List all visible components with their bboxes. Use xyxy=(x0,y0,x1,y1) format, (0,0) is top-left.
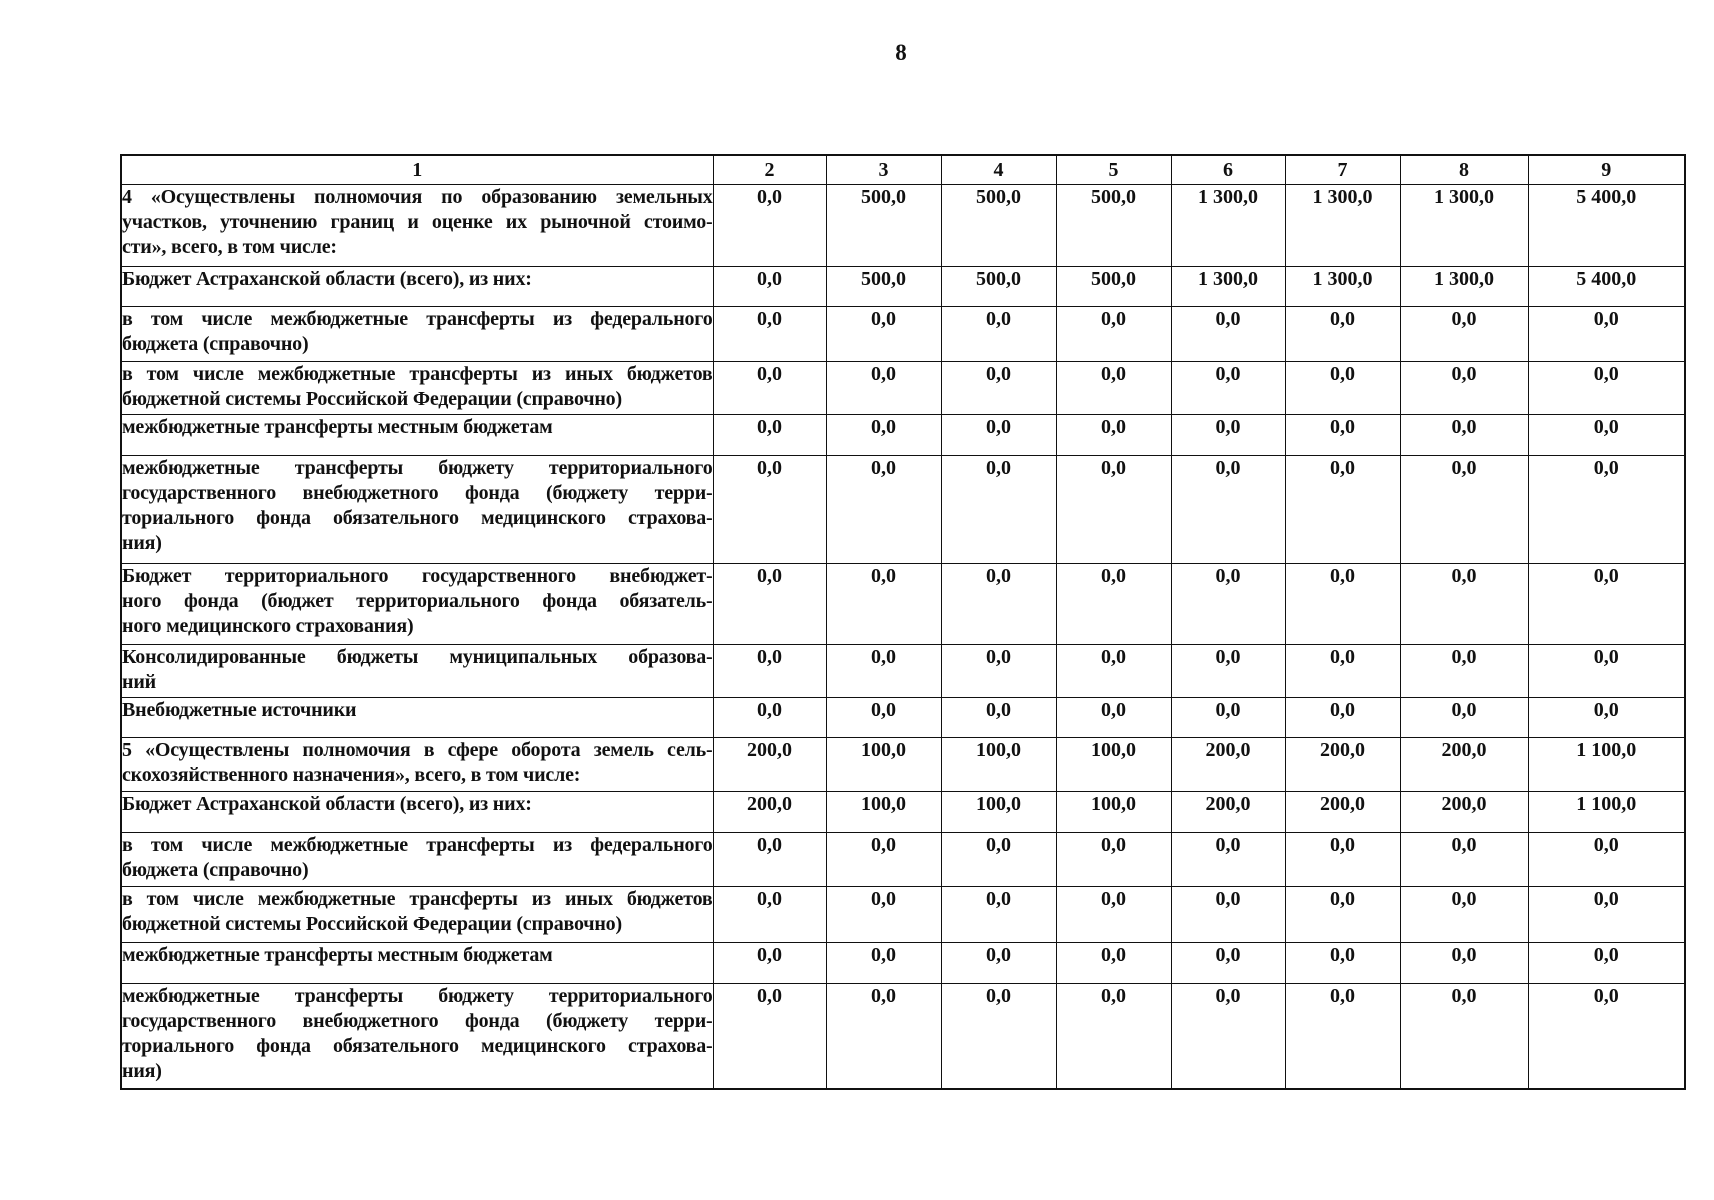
value-cell: 0,0 xyxy=(713,306,826,361)
value-cell: 0,0 xyxy=(1528,563,1685,644)
table-row xyxy=(121,455,1685,563)
value-cell: 0,0 xyxy=(713,563,826,644)
row-label-cell xyxy=(121,697,713,737)
value-cell: 0,0 xyxy=(1400,832,1528,886)
value-cell: 0,0 xyxy=(1171,983,1285,1089)
value-cell: 0,0 xyxy=(826,306,941,361)
value-cell: 0,0 xyxy=(1400,414,1528,455)
value-cell: 0,0 xyxy=(713,266,826,306)
column-number-header: 3 xyxy=(826,155,941,184)
row-label-line: сти», всего, в том числе: xyxy=(122,235,337,258)
value-cell: 0,0 xyxy=(1171,414,1285,455)
row-label-cell xyxy=(121,832,713,886)
row-label-line: в том числе межбюджетные трансферты из федерального xyxy=(122,307,713,330)
value-cell: 0,0 xyxy=(713,184,826,266)
value-cell: 100,0 xyxy=(826,737,941,791)
value-cell: 0,0 xyxy=(713,414,826,455)
row-label-line: 4 «Осуществлены полномочия по образованию земельных xyxy=(122,185,713,208)
value-cell: 0,0 xyxy=(1400,942,1528,983)
value-cell: 0,0 xyxy=(941,983,1056,1089)
value-cell: 0,0 xyxy=(826,832,941,886)
value-cell: 0,0 xyxy=(1171,306,1285,361)
row-label-line: ний xyxy=(122,670,156,693)
value-cell: 200,0 xyxy=(1400,791,1528,832)
value-cell: 0,0 xyxy=(713,832,826,886)
value-cell: 1 300,0 xyxy=(1171,266,1285,306)
value-cell: 0,0 xyxy=(941,644,1056,697)
column-number-header: 9 xyxy=(1528,155,1685,184)
table-row xyxy=(121,644,1685,697)
value-cell: 0,0 xyxy=(1171,886,1285,942)
row-label-line: ния) xyxy=(122,1059,162,1082)
value-cell: 0,0 xyxy=(1285,697,1400,737)
row-label-cell xyxy=(121,361,713,414)
row-label-cell xyxy=(121,791,713,832)
row-label-line: участков, уточнению границ и оценке их рыночной стоимо- xyxy=(122,210,713,233)
value-cell: 500,0 xyxy=(826,266,941,306)
value-cell: 1 300,0 xyxy=(1285,184,1400,266)
value-cell: 0,0 xyxy=(1528,832,1685,886)
row-label-line: Бюджет территориального государственного внебюджет- xyxy=(122,564,713,587)
value-cell: 0,0 xyxy=(1400,306,1528,361)
row-label-line: бюджета (справочно) xyxy=(122,332,309,355)
value-cell: 0,0 xyxy=(941,942,1056,983)
row-label-line: в том числе межбюджетные трансферты из федерального xyxy=(122,833,713,856)
value-cell: 200,0 xyxy=(1171,737,1285,791)
value-cell: 0,0 xyxy=(1400,697,1528,737)
value-cell: 0,0 xyxy=(1400,983,1528,1089)
row-label-cell xyxy=(121,414,713,455)
value-cell: 0,0 xyxy=(1056,306,1171,361)
value-cell: 0,0 xyxy=(826,697,941,737)
value-cell: 200,0 xyxy=(713,791,826,832)
value-cell: 0,0 xyxy=(1528,414,1685,455)
value-cell: 0,0 xyxy=(713,983,826,1089)
row-label-line: Бюджет Астраханской области (всего), из них: xyxy=(122,792,532,815)
value-cell: 0,0 xyxy=(1528,697,1685,737)
value-cell: 0,0 xyxy=(941,414,1056,455)
column-number-header: 8 xyxy=(1400,155,1528,184)
table-row xyxy=(121,737,1685,791)
value-cell: 0,0 xyxy=(941,886,1056,942)
table-row xyxy=(121,266,1685,306)
row-label-line: в том числе межбюджетные трансферты из иных бюджетов xyxy=(122,887,713,910)
value-cell: 100,0 xyxy=(1056,737,1171,791)
row-label-cell xyxy=(121,983,713,1089)
table-row xyxy=(121,414,1685,455)
value-cell: 500,0 xyxy=(826,184,941,266)
table-header xyxy=(121,155,1685,184)
table-row xyxy=(121,306,1685,361)
column-number-header: 1 xyxy=(121,155,713,184)
value-cell: 0,0 xyxy=(1056,455,1171,563)
table-body xyxy=(121,184,1685,1089)
value-cell: 0,0 xyxy=(1400,644,1528,697)
value-cell: 500,0 xyxy=(941,184,1056,266)
column-number-header: 7 xyxy=(1285,155,1400,184)
value-cell: 0,0 xyxy=(1528,306,1685,361)
row-label-line: ния) xyxy=(122,531,162,554)
budget-table xyxy=(120,154,1686,1090)
value-cell: 200,0 xyxy=(713,737,826,791)
row-label-cell xyxy=(121,737,713,791)
value-cell: 0,0 xyxy=(1285,942,1400,983)
value-cell: 100,0 xyxy=(941,737,1056,791)
value-cell: 0,0 xyxy=(1285,455,1400,563)
value-cell: 0,0 xyxy=(941,455,1056,563)
row-label-line: в том числе межбюджетные трансферты из иных бюджетов xyxy=(122,362,713,385)
value-cell: 0,0 xyxy=(1171,361,1285,414)
value-cell: 500,0 xyxy=(941,266,1056,306)
value-cell: 0,0 xyxy=(1285,361,1400,414)
value-cell: 0,0 xyxy=(713,886,826,942)
value-cell: 200,0 xyxy=(1400,737,1528,791)
row-label-line: бюджета (справочно) xyxy=(122,858,309,881)
value-cell: 0,0 xyxy=(1171,832,1285,886)
row-label-line: государственного внебюджетного фонда (бюджету терри- xyxy=(122,481,713,504)
value-cell: 0,0 xyxy=(826,886,941,942)
table-row xyxy=(121,832,1685,886)
value-cell: 0,0 xyxy=(1171,697,1285,737)
value-cell: 0,0 xyxy=(1171,455,1285,563)
value-cell: 0,0 xyxy=(1056,983,1171,1089)
column-number-header: 5 xyxy=(1056,155,1171,184)
value-cell: 0,0 xyxy=(1400,361,1528,414)
value-cell: 0,0 xyxy=(941,697,1056,737)
value-cell: 0,0 xyxy=(1171,942,1285,983)
value-cell: 1 300,0 xyxy=(1285,266,1400,306)
value-cell: 0,0 xyxy=(1056,832,1171,886)
value-cell: 100,0 xyxy=(826,791,941,832)
value-cell: 0,0 xyxy=(1056,414,1171,455)
row-label-line: ного медицинского страхования) xyxy=(122,614,414,637)
value-cell: 0,0 xyxy=(1171,563,1285,644)
row-label-cell xyxy=(121,563,713,644)
value-cell: 0,0 xyxy=(826,644,941,697)
value-cell: 1 100,0 xyxy=(1528,791,1685,832)
value-cell: 0,0 xyxy=(1400,563,1528,644)
value-cell: 1 300,0 xyxy=(1171,184,1285,266)
row-label-cell xyxy=(121,184,713,266)
value-cell: 0,0 xyxy=(1528,644,1685,697)
row-label-line: межбюджетные трансферты бюджету территориального xyxy=(122,984,713,1007)
value-cell: 200,0 xyxy=(1285,791,1400,832)
value-cell: 0,0 xyxy=(1528,361,1685,414)
column-number-header: 2 xyxy=(713,155,826,184)
row-label-cell xyxy=(121,306,713,361)
table-row xyxy=(121,361,1685,414)
table-row xyxy=(121,697,1685,737)
page-number: 8 xyxy=(895,40,907,65)
value-cell: 0,0 xyxy=(1285,886,1400,942)
table-row xyxy=(121,791,1685,832)
table-row xyxy=(121,184,1685,266)
row-label-line: Консолидированные бюджеты муниципальных образова- xyxy=(122,645,713,668)
value-cell: 100,0 xyxy=(1056,791,1171,832)
value-cell: 0,0 xyxy=(826,983,941,1089)
row-label-cell xyxy=(121,455,713,563)
value-cell: 0,0 xyxy=(1056,361,1171,414)
value-cell: 0,0 xyxy=(826,563,941,644)
value-cell: 0,0 xyxy=(713,361,826,414)
row-label-line: межбюджетные трансферты бюджету территориального xyxy=(122,456,713,479)
value-cell: 0,0 xyxy=(1528,942,1685,983)
value-cell: 0,0 xyxy=(713,942,826,983)
value-cell: 0,0 xyxy=(713,455,826,563)
value-cell: 0,0 xyxy=(1528,886,1685,942)
row-label-cell xyxy=(121,266,713,306)
table-row xyxy=(121,886,1685,942)
column-number-header: 6 xyxy=(1171,155,1285,184)
row-label-line: ториального фонда обязательного медицинского страхова- xyxy=(122,506,713,529)
value-cell: 1 300,0 xyxy=(1400,266,1528,306)
value-cell: 200,0 xyxy=(1171,791,1285,832)
row-label-cell xyxy=(121,886,713,942)
value-cell: 0,0 xyxy=(1171,644,1285,697)
row-label-line: бюджетной системы Российской Федерации (справочно) xyxy=(122,387,622,410)
value-cell: 0,0 xyxy=(1400,886,1528,942)
value-cell: 0,0 xyxy=(713,697,826,737)
value-cell: 0,0 xyxy=(1400,455,1528,563)
row-label-line: ториального фонда обязательного медицинского страхова- xyxy=(122,1034,713,1057)
column-number-header: 4 xyxy=(941,155,1056,184)
value-cell: 5 400,0 xyxy=(1528,184,1685,266)
value-cell: 0,0 xyxy=(1056,886,1171,942)
value-cell: 0,0 xyxy=(826,455,941,563)
value-cell: 0,0 xyxy=(1285,832,1400,886)
value-cell: 200,0 xyxy=(1285,737,1400,791)
value-cell: 0,0 xyxy=(941,306,1056,361)
value-cell: 0,0 xyxy=(1285,306,1400,361)
value-cell: 100,0 xyxy=(941,791,1056,832)
value-cell: 0,0 xyxy=(1056,563,1171,644)
value-cell: 0,0 xyxy=(941,361,1056,414)
row-label-cell xyxy=(121,644,713,697)
value-cell: 0,0 xyxy=(713,644,826,697)
value-cell: 0,0 xyxy=(826,414,941,455)
value-cell: 0,0 xyxy=(1285,983,1400,1089)
row-label-line: Внебюджетные источники xyxy=(122,698,357,721)
row-label-cell xyxy=(121,942,713,983)
column-number-row xyxy=(121,155,1685,184)
value-cell: 0,0 xyxy=(826,942,941,983)
row-label-line: бюджетной системы Российской Федерации (справочно) xyxy=(122,912,622,935)
value-cell: 0,0 xyxy=(1528,455,1685,563)
row-label-line: межбюджетные трансферты местным бюджетам xyxy=(122,415,553,438)
value-cell: 0,0 xyxy=(826,361,941,414)
value-cell: 0,0 xyxy=(1056,644,1171,697)
value-cell: 500,0 xyxy=(1056,184,1171,266)
table-row xyxy=(121,563,1685,644)
row-label-line: ного фонда (бюджет территориального фонда обязатель- xyxy=(122,589,713,612)
value-cell: 0,0 xyxy=(1285,414,1400,455)
value-cell: 5 400,0 xyxy=(1528,266,1685,306)
value-cell: 500,0 xyxy=(1056,266,1171,306)
value-cell: 0,0 xyxy=(1285,563,1400,644)
value-cell: 0,0 xyxy=(1285,644,1400,697)
row-label-line: государственного внебюджетного фонда (бюджету терри- xyxy=(122,1009,713,1032)
value-cell: 0,0 xyxy=(941,563,1056,644)
table-row xyxy=(121,942,1685,983)
row-label-line: скохозяйственного назначения», всего, в том числе: xyxy=(122,763,581,786)
value-cell: 1 300,0 xyxy=(1400,184,1528,266)
value-cell: 0,0 xyxy=(1056,697,1171,737)
row-label-line: Бюджет Астраханской области (всего), из них: xyxy=(122,267,532,290)
value-cell: 1 100,0 xyxy=(1528,737,1685,791)
row-label-line: межбюджетные трансферты местным бюджетам xyxy=(122,943,553,966)
value-cell: 0,0 xyxy=(1056,942,1171,983)
row-label-line: 5 «Осуществлены полномочия в сфере оборота земель сель- xyxy=(122,738,713,761)
value-cell: 0,0 xyxy=(941,832,1056,886)
value-cell: 0,0 xyxy=(1528,983,1685,1089)
table-row xyxy=(121,983,1685,1089)
